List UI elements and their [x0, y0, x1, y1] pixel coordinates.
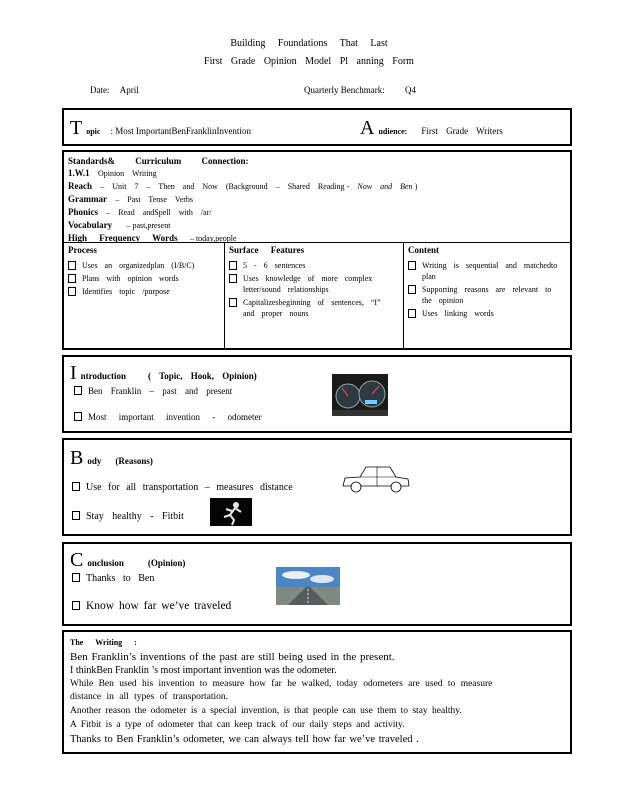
date-label: Date:	[90, 85, 110, 95]
speedometer-image	[332, 374, 388, 416]
process-item: Identifies topic /purpose	[68, 286, 218, 297]
writing-title: The Writing :	[70, 638, 137, 647]
reach-row	[68, 180, 417, 193]
grammar-text: – Past Tense Verbs	[115, 195, 194, 204]
conclusion-heading	[70, 550, 185, 571]
reach-label: Reach	[68, 181, 92, 191]
benchmark-value: Q4	[404, 85, 416, 95]
conclusion-paren: (Opinion)	[147, 558, 186, 568]
checkbox-icon	[408, 285, 416, 294]
speedometer-icon	[332, 374, 388, 416]
content-item: Writing is sequential and matchedto plan	[408, 260, 564, 282]
writing-line: Ben Franklin’s inventions of the past are still being used in the present.	[70, 651, 395, 663]
checkbox-icon	[229, 261, 237, 270]
introduction-heading	[70, 363, 257, 384]
standard-code: 1.W.1	[68, 168, 90, 178]
hfw-text: – today,people	[189, 234, 237, 243]
hfw-label: High Frequency Words	[68, 233, 178, 243]
running-person-icon	[210, 498, 252, 526]
body-paren: (Reasons)	[115, 456, 153, 466]
process-item: Plans with opinion words	[68, 273, 218, 284]
reach-text: – Unit 7 – Then and Now (Background – Shared Reading	[100, 182, 345, 191]
topic-cap: T	[70, 117, 83, 139]
process-item: Uses an organizedplan (I/B/C)	[68, 260, 218, 271]
runner-image	[210, 498, 252, 526]
content-item: Uses linking words	[408, 308, 564, 319]
car-icon	[340, 462, 412, 496]
checkbox-icon	[229, 274, 237, 283]
reach-italic: - Now and Ben	[346, 182, 413, 191]
car-drawing	[340, 462, 412, 496]
column-separator-2	[403, 242, 404, 348]
introduction-item-2: Most important invention - odometer	[74, 412, 261, 422]
checkbox-icon	[68, 261, 76, 270]
column-separator-1	[224, 242, 225, 348]
introduction-label: ntroduction	[80, 371, 127, 381]
audience-row	[360, 118, 503, 139]
vocab-label: Vocabulary	[68, 220, 113, 230]
checkbox-icon	[74, 386, 82, 395]
introduction-cap: I	[70, 362, 77, 384]
phonics-text: – Read andSpell with /ar/	[106, 208, 212, 217]
body-cap: B	[70, 447, 84, 469]
topic-label: opic	[86, 127, 101, 136]
audience-value: First Grade Writers	[421, 126, 503, 136]
body-label: ody	[87, 456, 102, 466]
checkbox-icon	[74, 412, 82, 421]
vocab-text: – past,present	[126, 221, 171, 230]
grammar-label: Grammar	[68, 194, 107, 204]
conclusion-cap: C	[70, 549, 84, 571]
form-title-line2: First Grade Opinion Model Pl anning Form	[204, 56, 414, 67]
topic-box	[62, 108, 572, 146]
conclusion-box	[62, 542, 572, 626]
date-row	[90, 85, 139, 95]
surface-item: 5 - 6 sentences	[229, 260, 397, 271]
writing-line: distance in all types of transportation.	[70, 692, 228, 702]
conclusion-item-1: Thanks to Ben	[72, 573, 154, 584]
surface-list	[229, 260, 397, 321]
checkbox-icon	[68, 287, 76, 296]
date-value: April	[119, 85, 139, 95]
conclusion-item-2: Know how far we’ve traveled	[72, 600, 231, 612]
body-heading	[70, 448, 153, 469]
writing-line: While Ben used his invention to measure how far he walked, today odometers are used to measure	[70, 679, 493, 689]
road-image	[276, 567, 340, 605]
writing-line: Another reason the odometer is a special invention, is that people can use them to stay healthy.	[70, 706, 462, 716]
standards-box	[62, 150, 572, 350]
form-title-line1: Building Foundations That Last	[230, 38, 388, 49]
writing-line: Thanks to Ben Franklin’s odometer, we can always tell how far we’ve traveled .	[70, 734, 419, 745]
body-item-1: Use for all transportation – measures distance	[72, 482, 293, 493]
columns-divider	[64, 242, 570, 243]
process-title: Process	[68, 245, 97, 255]
checkbox-icon	[408, 261, 416, 270]
checkbox-icon	[68, 274, 76, 283]
writing-box	[62, 630, 572, 754]
checkbox-icon	[72, 482, 80, 491]
audience-label: udience:	[378, 127, 408, 136]
content-title: Content	[408, 245, 439, 255]
checkbox-icon	[408, 309, 416, 318]
writing-line: I thinkBen Franklin ’s most important invention was the odometer.	[70, 665, 337, 676]
phonics-row	[68, 206, 417, 219]
standards-title: Standards& Curriculum Connection:	[68, 156, 249, 166]
content-list	[408, 260, 564, 321]
benchmark-label: Quarterly Benchmark:	[304, 85, 385, 95]
benchmark-row	[304, 85, 416, 95]
audience-cap: A	[360, 117, 375, 139]
checkbox-icon	[72, 601, 80, 610]
body-item-2: Stay healthy - Fitbit	[72, 511, 184, 522]
content-item: Supporting reasons are relevant to the opinion	[408, 284, 564, 306]
vocab-row	[68, 219, 417, 232]
standard-text: Opinion Writing	[97, 169, 157, 178]
process-list	[68, 260, 218, 299]
surface-item: Uses knowledge of more complex letter/sound relationships	[229, 273, 397, 295]
surface-title: Surface Features	[229, 245, 305, 255]
conclusion-label: onclusion	[87, 558, 124, 568]
road-photo-icon	[276, 567, 340, 605]
reach-close: )	[414, 182, 418, 191]
topic-row	[70, 118, 251, 139]
topic-value: : Most ImportantBenFranklinInvention	[110, 126, 251, 136]
introduction-box	[62, 355, 572, 433]
introduction-item-1: Ben Franklin – past and present	[74, 386, 232, 396]
standard-code-row	[68, 167, 417, 180]
checkbox-icon	[72, 511, 80, 520]
checkbox-icon	[229, 298, 237, 307]
writing-line: A Fitbit is a type of odometer that can keep track of our daily steps and activity.	[70, 720, 405, 730]
phonics-label: Phonics	[68, 207, 99, 217]
standards-content	[68, 155, 417, 245]
grammar-row	[68, 193, 417, 206]
body-box	[62, 438, 572, 536]
checkbox-icon	[72, 573, 80, 582]
surface-item: Capitalizesbeginning of sentences, “I” and proper nouns	[229, 297, 397, 319]
hfw-row	[68, 232, 417, 245]
introduction-paren: ( Topic, Hook, Opinion)	[148, 371, 257, 381]
